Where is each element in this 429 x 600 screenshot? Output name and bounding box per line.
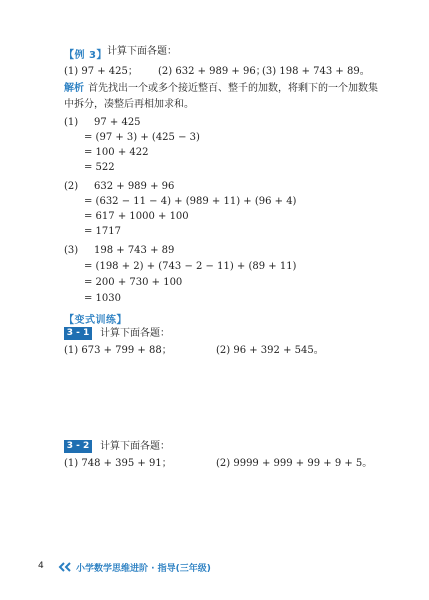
solution-2-line-1: 632 + 989 + 96 <box>94 181 175 192</box>
example-question-3: (3) 198 + 743 + 89。 <box>262 66 370 77</box>
solution-1-line-3: = 100 + 422 <box>84 147 149 158</box>
solution-number-1: (1) <box>64 117 79 128</box>
solution-3-line-2: = (198 + 2) + (743 − 2 − 11) + (89 + 11) <box>84 261 297 272</box>
solution-2-line-2: = (632 − 11 − 4) + (989 + 11) + (96 + 4) <box>84 196 297 207</box>
practice-1-question-2: (2) 96 + 392 + 545。 <box>216 345 324 356</box>
practice-tag: 【变式训练】 <box>64 315 127 326</box>
analysis-text-2: 中拆分，凑整后再相加求和。 <box>64 99 194 110</box>
example-tag: 【例 3】 <box>64 50 107 61</box>
solution-number-2: (2) <box>64 181 79 192</box>
solution-1-line-1: 97 + 425 <box>94 117 141 128</box>
example-question-1: (1) 97 + 425； <box>64 66 138 77</box>
solution-3-line-1: 198 + 743 + 89 <box>94 245 175 256</box>
practice-1-prompt: 计算下面各题： <box>100 328 170 339</box>
solution-1-line-4: = 522 <box>84 162 115 173</box>
solution-2-line-4: = 1717 <box>84 226 122 237</box>
practice-badge-2: 3 - 2 <box>64 440 92 453</box>
double-chevron-left-icon <box>58 562 72 572</box>
practice-1-question-1: (1) 673 + 799 + 88； <box>64 345 172 356</box>
practice-2-question-1: (1) 748 + 395 + 91； <box>64 458 172 469</box>
solution-1-line-2: = (97 + 3) + (425 − 3) <box>84 132 200 143</box>
analysis-label: 解析 <box>64 83 84 94</box>
practice-badge-1: 3 - 1 <box>64 327 92 340</box>
solution-2-line-3: = 617 + 1000 + 100 <box>84 211 189 222</box>
practice-2-question-2: (2) 9999 + 999 + 99 + 9 + 5。 <box>216 458 373 469</box>
example-prompt: 计算下面各题： <box>107 46 177 57</box>
page-number: 4 <box>38 561 44 571</box>
example-question-2: (2) 632 + 989 + 96； <box>158 66 266 77</box>
practice-2-prompt: 计算下面各题： <box>100 441 170 452</box>
analysis-text-1: 首先找出一个或多个接近整百、整千的加数，将剩下的一个加数集 <box>88 83 378 94</box>
book-title: 小学数学思维进阶 · 指导(三年级) <box>76 564 211 574</box>
solution-3-line-4: = 1030 <box>84 293 122 304</box>
solution-3-line-3: = 200 + 730 + 100 <box>84 277 183 288</box>
solution-number-3: (3) <box>64 245 79 256</box>
